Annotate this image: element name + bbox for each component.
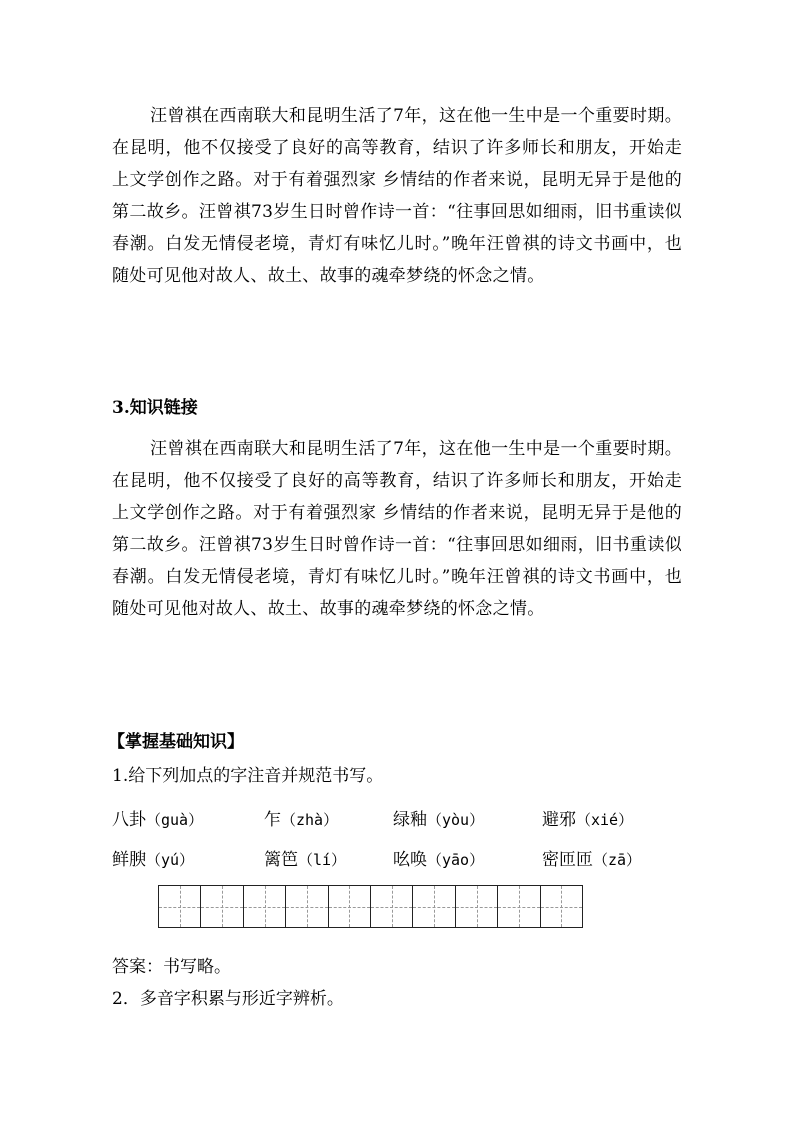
section-3-heading: 3.知识链接: [112, 398, 198, 418]
grid-cell: [244, 886, 286, 927]
word-item: [264, 806, 338, 834]
word-item: [393, 846, 484, 874]
word-pinyin: （xié）: [576, 811, 634, 829]
word-text: 八卦: [112, 810, 146, 830]
word-text: 绿釉: [393, 810, 427, 830]
grid-cell: [371, 886, 413, 927]
word-text: 避邪: [542, 810, 576, 830]
word-text: 密匝匝: [542, 850, 593, 870]
writing-grid: [158, 885, 583, 928]
paragraph-intro: 汪曾祺在西南联大和昆明生活了7年，这在他一生中是一个重要时期。在昆明，他不仅接受了良好的高等教育，结识了许多师长和朋友，开始走上文学创作之路。对于有着强烈家 乡情结的作者来说，昆明无异于是他的第二故乡。汪曾祺73岁生日时曾作诗一首：“往事回思如细雨，旧书重读似春潮。白发无情侵老境，青灯有味忆儿时。”晚年汪曾祺的诗文书画中，也随处可见他对故人、故土、故事的魂牵梦绕的怀念之情。: [112, 106, 682, 286]
grid-cell: [413, 886, 455, 927]
word-text: 吆唤: [393, 850, 427, 870]
paragraph-knowledge-link: 汪曾祺在西南联大和昆明生活了7年，这在他一生中是一个重要时期。在昆明，他不仅接受了良好的高等教育，结识了许多师长和朋友，开始走上文学创作之路。对于有着强烈家 乡情结的作者来说，昆明无异于是他的第二故乡。汪曾祺73岁生日时曾作诗一首：“往事回思如细雨，旧书重读似春潮。白发无情侵老境，青灯有味忆儿时。”晚年汪曾祺的诗文书画中，也随处可见他对故人、故土、故事的魂牵梦绕的怀念之情。: [112, 439, 682, 619]
word-pinyin: （yú）: [146, 851, 195, 869]
grid-cell: [286, 886, 328, 927]
grid-cell: [541, 886, 582, 927]
word-pinyin: （zā）: [593, 851, 642, 869]
question-1: 1.给下列加点的字注音并规范书写。: [112, 766, 384, 786]
word-text: 鲜腴: [112, 850, 146, 870]
grid-cell: [329, 886, 371, 927]
grid-cell: [498, 886, 540, 927]
question-2: 2．多音字积累与形近字辨析。: [112, 989, 344, 1009]
master-basics-heading: 【掌握基础知识】: [108, 732, 244, 752]
word-pinyin: （zhà）: [281, 811, 339, 829]
word-pinyin: （lí）: [298, 851, 347, 869]
grid-cell: [159, 886, 201, 927]
word-item: [542, 806, 633, 834]
word-text: 篱笆: [264, 850, 298, 870]
word-item: [542, 846, 641, 874]
word-item: [112, 846, 194, 874]
word-item: [264, 846, 346, 874]
word-item: [393, 806, 484, 834]
word-item: [112, 806, 203, 834]
answer-text: 答案：书写略。: [112, 957, 231, 977]
word-pinyin: （yòu）: [427, 811, 485, 829]
word-text: 乍: [264, 810, 281, 830]
grid-cell: [456, 886, 498, 927]
word-pinyin: （guà）: [146, 811, 204, 829]
grid-cell: [201, 886, 243, 927]
word-pinyin: （yāo）: [427, 851, 485, 869]
